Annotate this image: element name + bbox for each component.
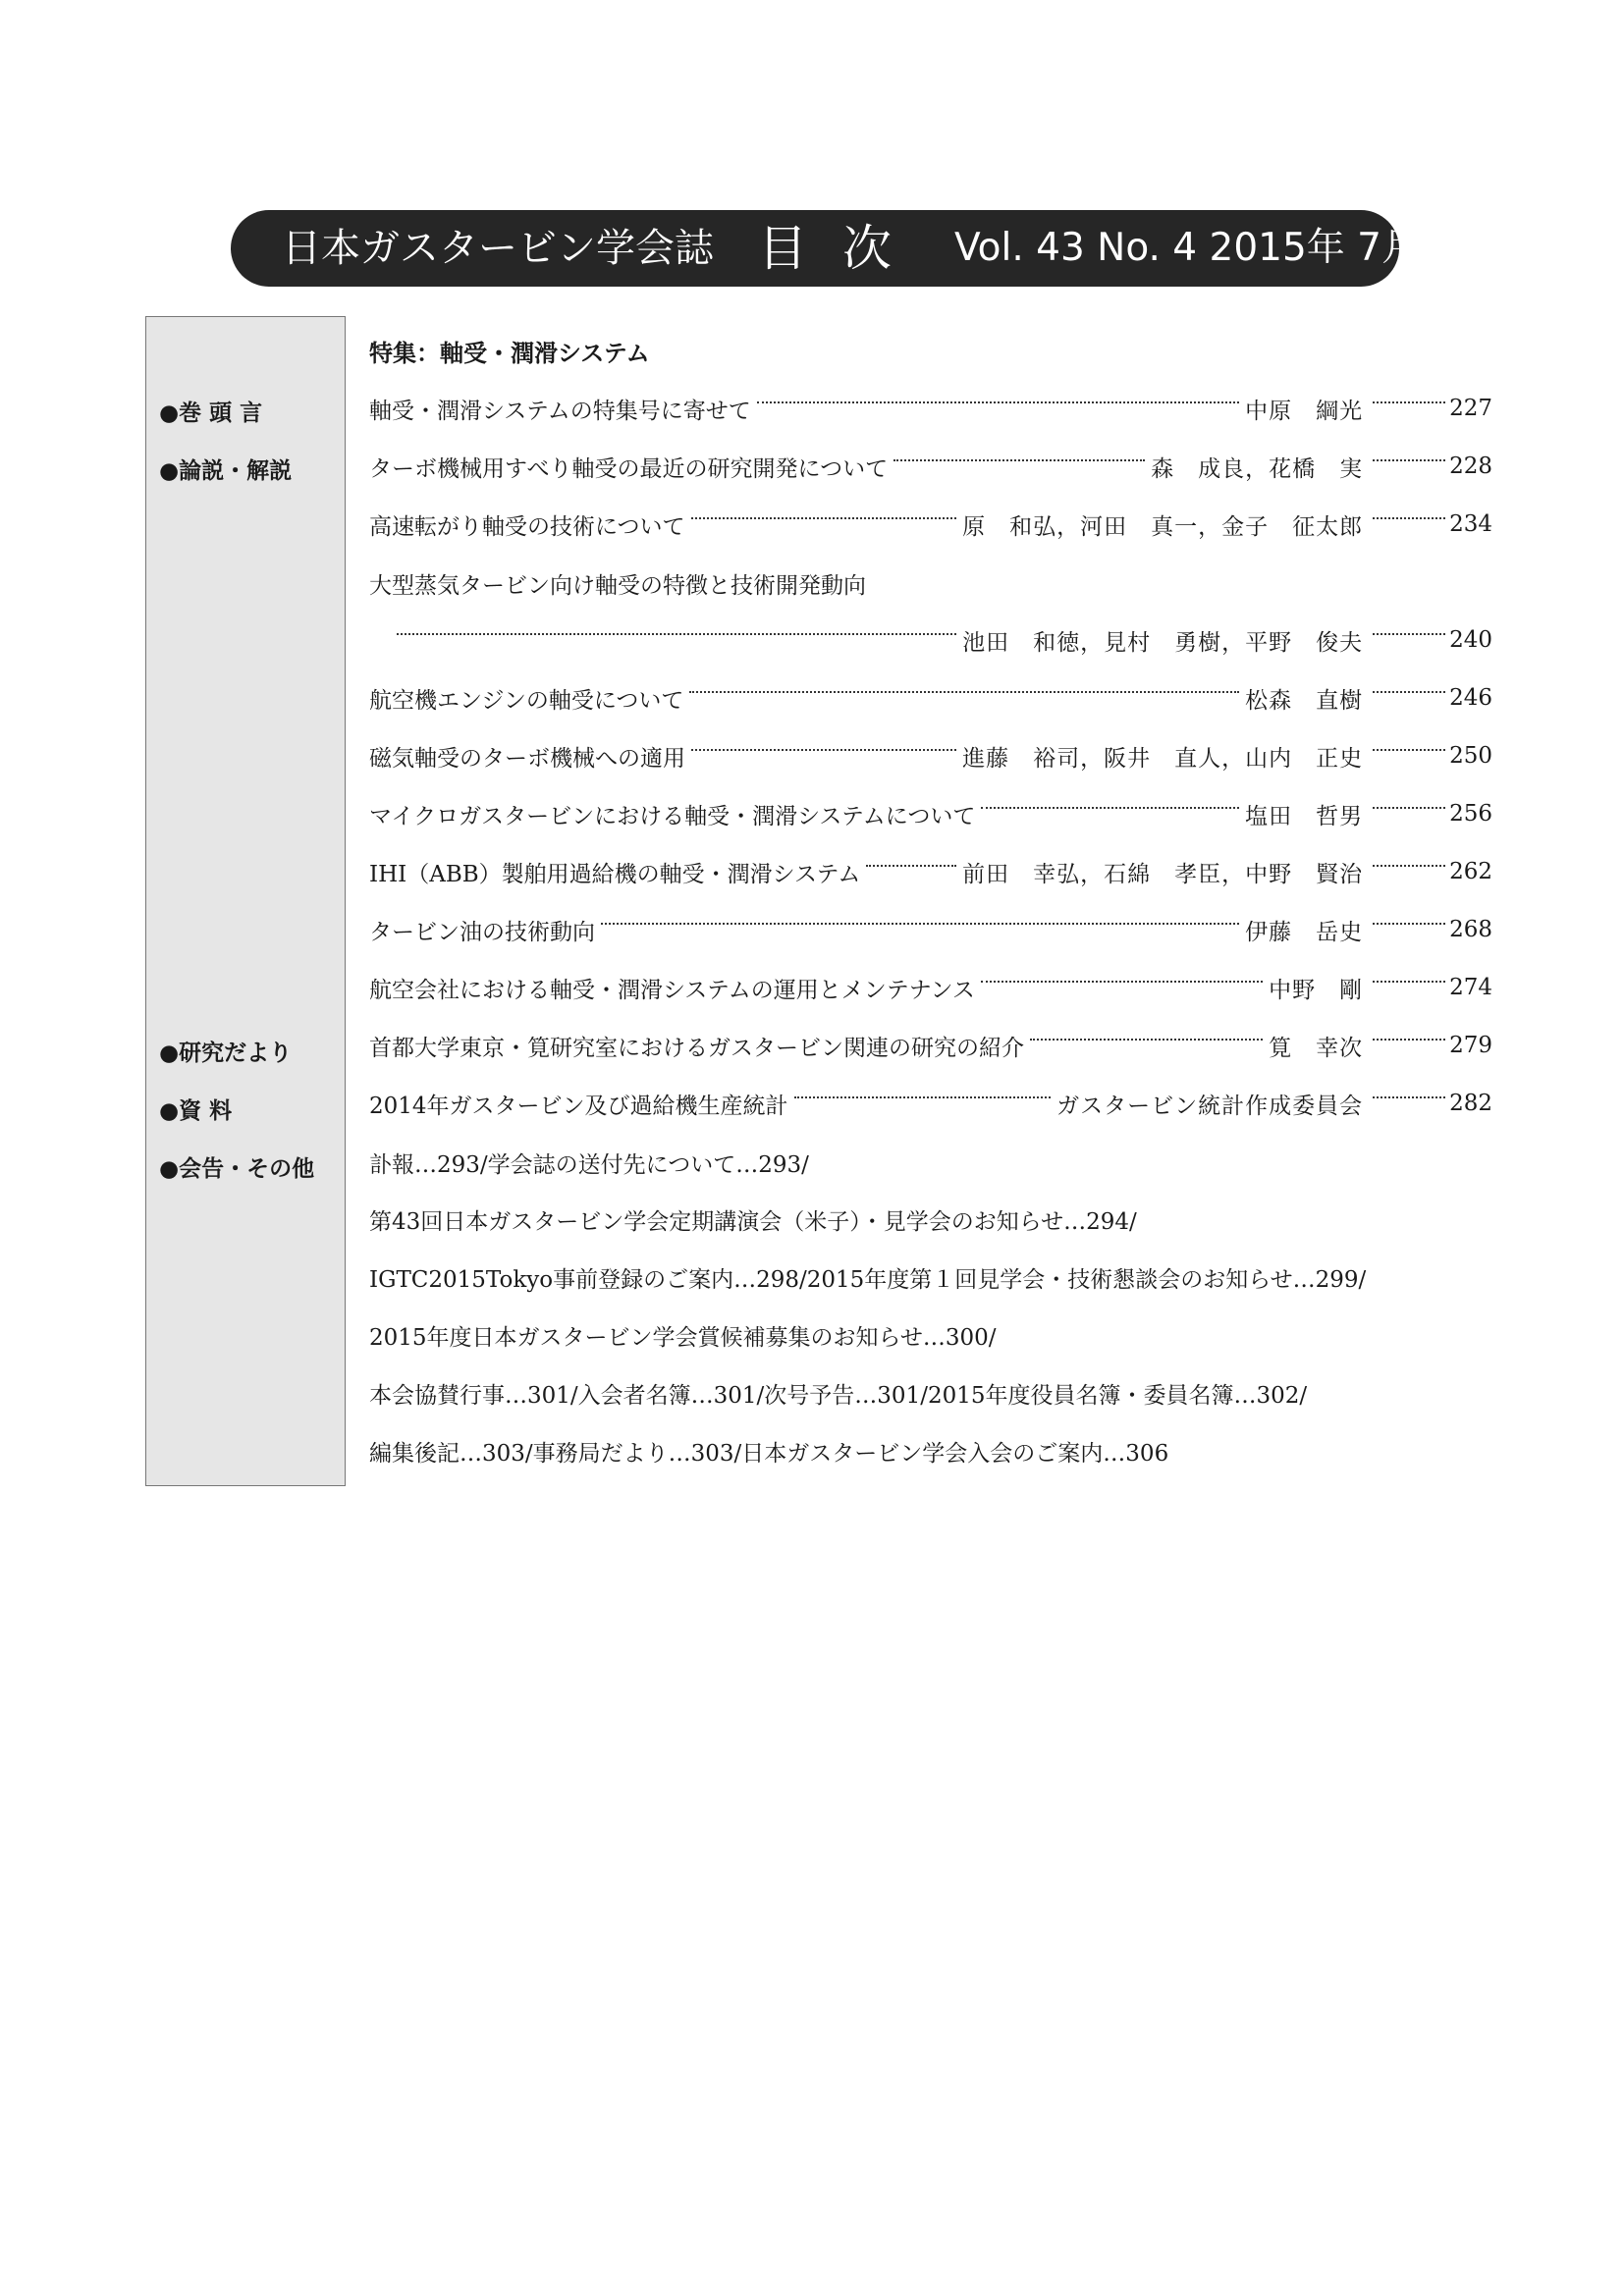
entry-page: 246 xyxy=(1449,685,1492,711)
notice-line: 第43回日本ガスタービン学会定期講演会（米子）・見学会のお知らせ…294/ xyxy=(369,1209,1137,1235)
toc-entry xyxy=(369,678,1492,718)
volume-issue-date: Vol. 43 No. 4 2015年 7月 xyxy=(954,226,1420,270)
dot-leader xyxy=(689,691,1239,693)
dot-leader xyxy=(1373,517,1445,519)
notice-line: 訃報…293/学会誌の送付先について…293/ xyxy=(369,1152,809,1178)
toc-entry xyxy=(369,447,1492,486)
entry-authors: 松森 直樹 xyxy=(1245,687,1364,714)
category-panel xyxy=(145,316,346,1486)
entry-page: 228 xyxy=(1449,454,1492,479)
entry-authors: 中野 剛 xyxy=(1269,977,1364,1003)
entry-authors: 筧 幸次 xyxy=(1269,1035,1364,1061)
entry-page: 282 xyxy=(1449,1091,1492,1116)
section-foreword: ●巻 頭 言 xyxy=(159,400,263,426)
dot-leader xyxy=(1373,1096,1445,1098)
entry-authors: 塩田 哲男 xyxy=(1245,803,1364,829)
dot-leader xyxy=(893,459,1145,461)
dot-leader xyxy=(601,923,1239,925)
entry-authors: 中原 綱光 xyxy=(1245,398,1364,424)
dot-leader xyxy=(1373,633,1445,635)
dot-leader xyxy=(981,807,1239,809)
toc-entry xyxy=(397,620,1492,660)
dot-leader xyxy=(1373,401,1445,403)
dot-leader xyxy=(397,633,956,635)
toc-entry xyxy=(369,1084,1492,1123)
entry-authors: ガスタービン統計作成委員会 xyxy=(1056,1093,1364,1119)
toc-entry xyxy=(369,389,1492,428)
entry-title: IHI（ABB）製舶用過給機の軸受・潤滑システム xyxy=(369,861,861,887)
entry-page: 268 xyxy=(1449,917,1492,942)
dot-leader xyxy=(1030,1039,1263,1041)
dot-leader xyxy=(691,517,957,519)
entry-page: 240 xyxy=(1449,627,1492,653)
entry-title: 航空会社における軸受・潤滑システムの運用とメンテナンス xyxy=(369,977,975,1003)
toc-entry xyxy=(369,852,1492,891)
notice-line: 編集後記…303/事務局だより…303/日本ガスタービン学会入会のご案内…306 xyxy=(369,1441,1169,1467)
entry-authors: 進藤 裕司，阪井 直人，山内 正史 xyxy=(962,745,1364,772)
entry-authors: 伊藤 岳史 xyxy=(1245,919,1364,945)
entry-page: 234 xyxy=(1449,511,1492,537)
section-notices: ●会告・その他 xyxy=(159,1156,315,1182)
entry-title: 軸受・潤滑システムの特集号に寄せて xyxy=(369,398,751,424)
dot-leader xyxy=(1373,981,1445,983)
entry-title: 高速転がり軸受の技術について xyxy=(369,513,685,540)
entry-page: 256 xyxy=(1449,801,1492,827)
entry-page: 279 xyxy=(1449,1033,1492,1058)
feature-heading: 特集：軸受・潤滑システム xyxy=(369,340,650,367)
entry-title: 首都大学東京・筧研究室におけるガスタービン関連の研究の紹介 xyxy=(369,1035,1024,1061)
entry-title: 大型蒸気タービン向け軸受の特徴と技術開発動向 xyxy=(369,573,866,599)
section-research: ●研究だより xyxy=(159,1041,293,1066)
dot-leader xyxy=(1373,1039,1445,1041)
dot-leader xyxy=(691,749,956,751)
entry-title: 磁気軸受のターボ機械への適用 xyxy=(369,745,685,772)
entry-page: 262 xyxy=(1449,859,1492,884)
notice-line: IGTC2015Tokyo事前登録のご案内…298/2015年度第１回見学会・技術懇談会のお知らせ…299/ xyxy=(369,1267,1367,1293)
dot-leader xyxy=(1373,923,1445,925)
dot-leader xyxy=(1373,865,1445,867)
entry-page: 274 xyxy=(1449,975,1492,1000)
entry-authors: 前田 幸弘，石綿 孝臣，中野 賢治 xyxy=(962,861,1364,887)
entry-title: ターボ機械用すべり軸受の最近の研究開発について xyxy=(369,455,889,482)
notice-line: 2015年度日本ガスタービン学会賞候補募集のお知らせ…300/ xyxy=(369,1325,997,1351)
entry-title: マイクロガスタービンにおける軸受・潤滑システムについて xyxy=(369,803,976,829)
toc-title-bar xyxy=(231,210,1420,287)
entry-authors: 原 和弘，河田 真一，金子 征太郎 xyxy=(962,513,1364,540)
entry-authors: 森 成良，花橋 実 xyxy=(1151,455,1364,482)
toc-label: 目次 xyxy=(758,220,927,277)
dot-leader xyxy=(794,1096,1052,1098)
dot-leader xyxy=(1373,691,1445,693)
toc-entry xyxy=(369,794,1492,833)
toc-entry xyxy=(369,968,1492,1007)
entry-title: 航空機エンジンの軸受について xyxy=(369,687,684,714)
entry-authors: 池田 和徳，見村 勇樹，平野 俊夫 xyxy=(962,629,1364,656)
notice-line: 本会協賛行事…301/入会者名簿…301/次号予告…301/2015年度役員名簿・委員名簿…302/ xyxy=(369,1383,1308,1409)
toc-entry xyxy=(369,910,1492,949)
toc-entry xyxy=(369,505,1492,544)
dot-leader xyxy=(866,865,956,867)
dot-leader xyxy=(981,981,1263,983)
entry-title: 2014年ガスタービン及び過給機生産統計 xyxy=(369,1093,788,1119)
dot-leader xyxy=(1373,459,1445,461)
toc-entry xyxy=(369,1026,1492,1065)
entry-page: 227 xyxy=(1449,396,1492,421)
dot-leader xyxy=(757,401,1239,403)
section-data: ●資 料 xyxy=(159,1098,233,1124)
section-review: ●論説・解説 xyxy=(159,458,293,484)
dot-leader xyxy=(1373,749,1445,751)
dot-leader xyxy=(1373,807,1445,809)
entry-title: タービン油の技術動向 xyxy=(369,919,595,945)
journal-title: 日本ガスタービン学会誌 xyxy=(282,226,714,271)
entry-page: 250 xyxy=(1449,743,1492,769)
toc-entry xyxy=(369,736,1492,775)
